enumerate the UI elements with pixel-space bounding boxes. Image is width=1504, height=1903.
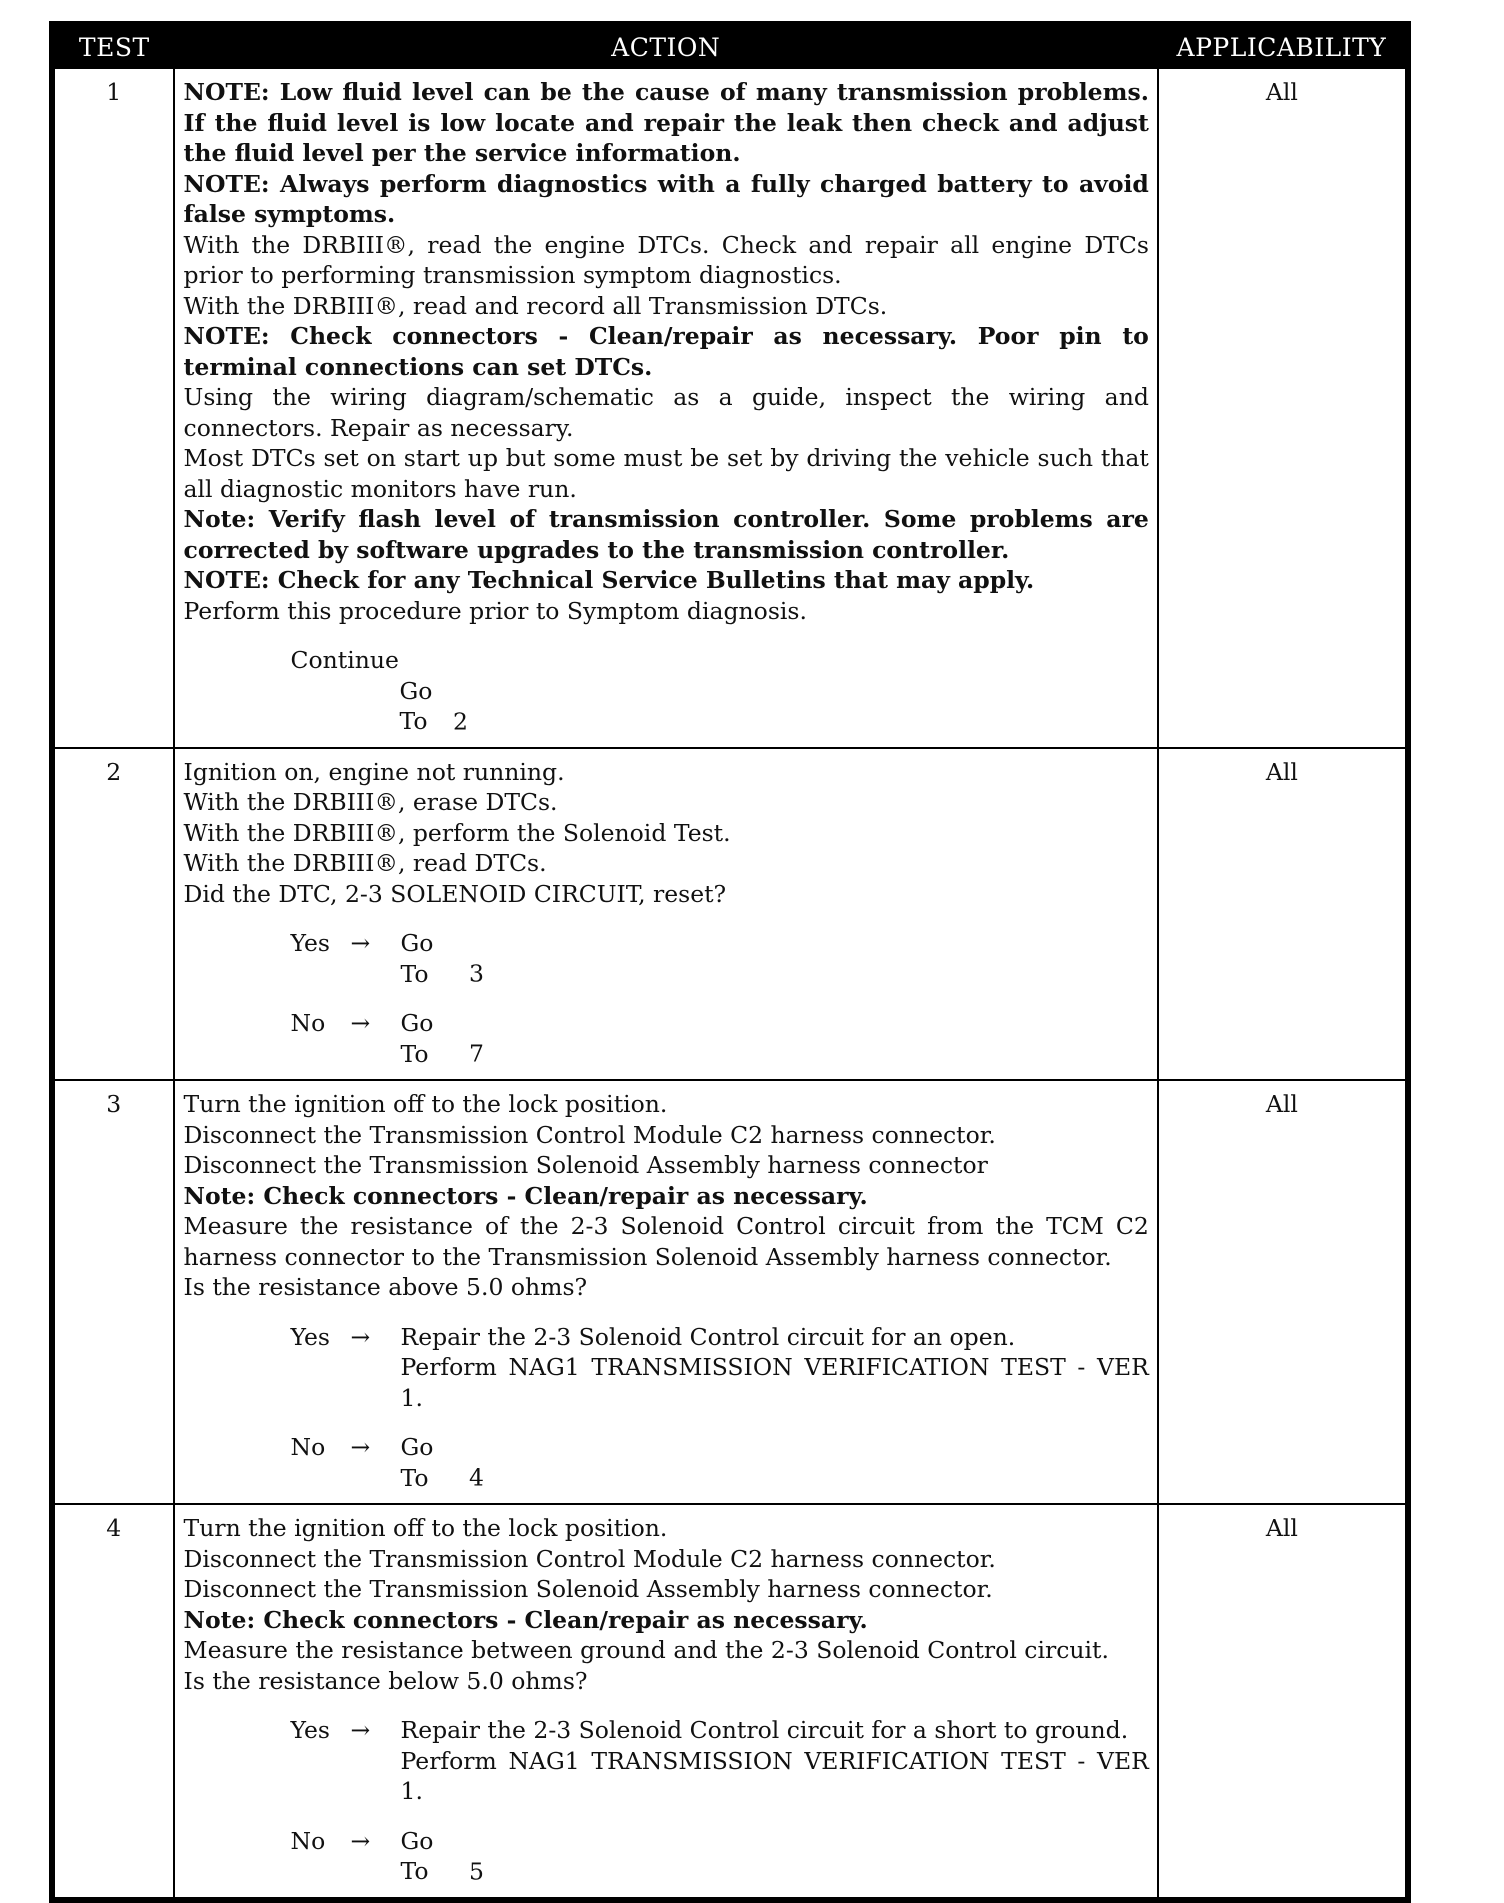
arrow-icon: → [350,929,371,957]
header-action: ACTION [174,24,1158,68]
action-step: Turn the ignition off to the lock position. [183,1514,668,1542]
table-row [52,68,1408,748]
action-note: Note: Check connectors - Clean/repair as necessary. [183,1605,868,1634]
action-step: Measure the resistance of the 2-3 Solenoid Control circuit from the TCM C2 harness connector to the Transmission Solenoid Assembly harness connector. [183,1212,1149,1271]
action-note: NOTE: Check for any Technical Service Bulletins that may apply. [183,566,1035,594]
action-step: Turn the ignition off to the lock position. [183,1090,668,1118]
action-cell [174,748,1158,1081]
test-number: 3 [52,1080,174,1504]
action-step: With the DRBIII®, read and record all Transmission DTCs. [183,291,888,320]
test-number: 2 [52,748,174,1081]
action-step: With the DRBIII®, read DTCs. [183,849,547,877]
action-step: Measure the resistance between ground and the 2-3 Solenoid Control circuit. [183,1636,1109,1664]
yes-branch: Yes → Repair the 2-3 Solenoid Control circuit for a short to ground. Perform NAG1 TRANSMISSION VERIFICATION TEST - VER 1. [290,1716,1149,1805]
header-test: TEST [52,24,174,68]
arrow-icon: → [350,1826,371,1855]
action-cell [174,1504,1158,1900]
no-branch: No → Go To 4 [290,1433,484,1492]
action-step: Using the wiring diagram/schematic as a guide, inspect the wiring and connectors. Repair as necessary. [183,383,1149,442]
action-cell [174,68,1158,748]
table-row [52,748,1408,1081]
table-row [52,1080,1408,1504]
action-note: NOTE: Low fluid level can be the cause of many transmission problems. If the fluid level is low locate and repair the leak then check and adjust the fluid level per the service information. [183,78,1149,167]
action-step: Is the resistance above 5.0 ohms? [183,1273,588,1301]
action-step: With the DRBIII®, erase DTCs. [183,788,558,816]
action-step: Disconnect the Transmission Solenoid Assembly harness connector. [183,1575,993,1603]
action-step: Most DTCs set on start up but some must be set by driving the vehicle such that all diagnostic monitors have run. [183,444,1149,503]
applicability-cell: All [1158,1080,1408,1504]
continue-goto: Go To 2 [399,676,468,735]
action-note: NOTE: Always perform diagnostics with a fully charged battery to avoid false symptoms. [183,169,1149,228]
action-note: Note: Verify flash level of transmission controller. Some problems are corrected by software upgrades to the transmission controller. [183,505,1149,564]
action-note: NOTE: Check connectors - Clean/repair as necessary. Poor pin to terminal connections can set DTCs. [183,322,1149,381]
test-number: 1 [52,68,174,748]
action-step: Perform this procedure prior to Symptom diagnosis. [183,596,807,625]
applicability-cell: All [1158,1504,1408,1900]
table-header-row [52,24,1408,68]
table-row [52,1504,1408,1900]
header-applicability: APPLICABILITY [1158,24,1408,68]
diagnostic-test-table [49,21,1411,1903]
action-step: Disconnect the Transmission Control Module C2 harness connector. [183,1544,996,1573]
action-step: Is the resistance below 5.0 ohms? [183,1666,588,1695]
action-step: With the DRBIII®, read the engine DTCs. Check and repair all engine DTCs prior to performing transmission symptom diagnostics. [183,230,1149,289]
yes-branch: Yes → Go To 3 [290,929,484,988]
no-branch: No → Go To 5 [290,1826,484,1885]
arrow-icon: → [350,1009,371,1037]
action-step: Ignition on, engine not running. [183,757,565,786]
yes-branch: Yes → Repair the 2-3 Solenoid Control circuit for an open. Perform NAG1 TRANSMISSION VERIFICATION TEST - VER 1. [290,1322,1149,1412]
action-step: Did the DTC, 2-3 SOLENOID CIRCUIT, reset? [183,879,727,908]
arrow-icon: → [350,1433,371,1461]
arrow-icon: → [350,1716,371,1744]
continue-label: Continue [290,646,399,674]
applicability-cell: All [1158,68,1408,748]
no-branch: No → Go To 7 [290,1009,484,1068]
action-cell [174,1080,1158,1504]
action-step: With the DRBIII®, perform the Solenoid Test. [183,818,731,847]
action-note: Note: Check connectors - Clean/repair as necessary. [183,1181,868,1210]
arrow-icon: → [350,1322,371,1351]
action-step: Disconnect the Transmission Control Module C2 harness connector. [183,1120,996,1149]
applicability-cell: All [1158,748,1408,1081]
test-number: 4 [52,1504,174,1900]
action-step: Disconnect the Transmission Solenoid Assembly harness connector [183,1151,988,1179]
